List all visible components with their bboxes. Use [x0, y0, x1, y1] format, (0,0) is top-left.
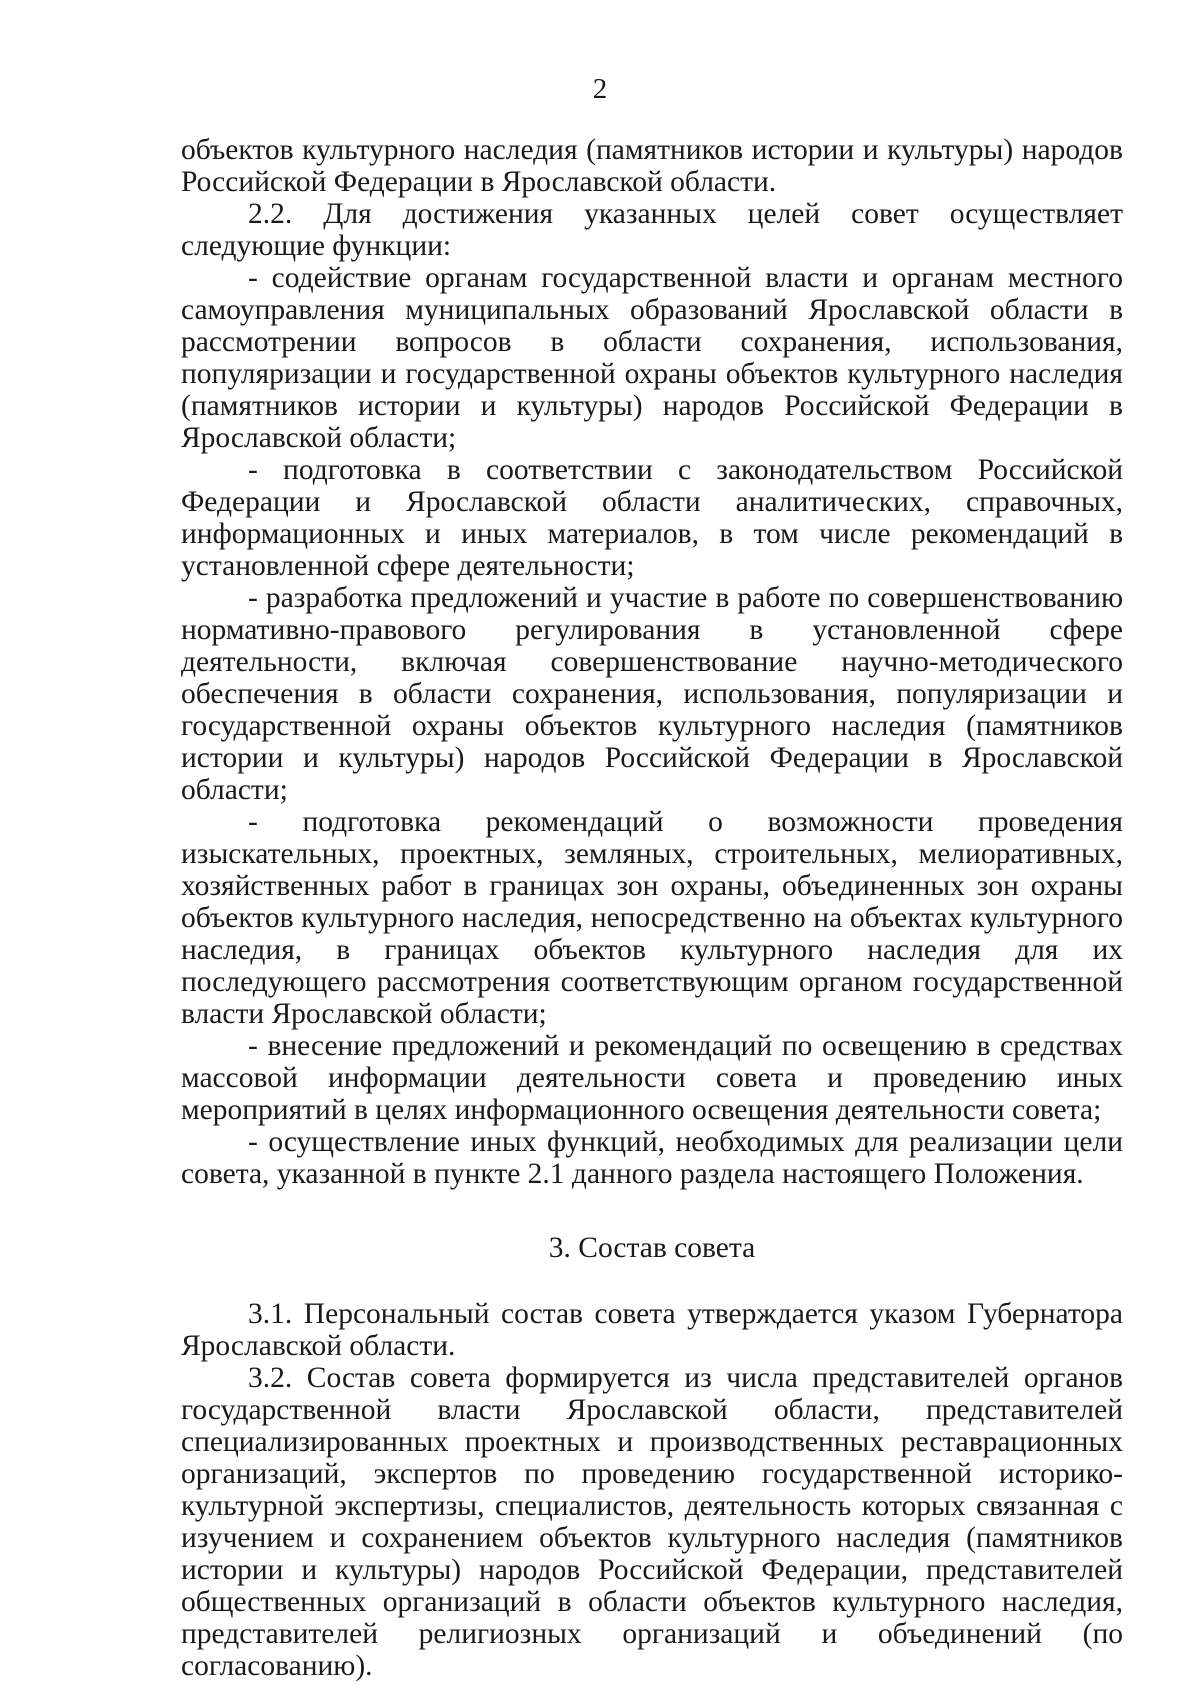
list-item-recommendations: - подготовка рекомендаций о возможности проведения изыскательных, проектных, земляных, строительных, мелиоративных, хозяйственных работ в границах зон охраны, объединенных зон охраны объектов культурного наследия, непосредственно на объектах культурного наследия, в границах объектов культурного наследия для их последующего рассмотрения соответствующим органом государственной власти Ярославской области;: [181, 806, 1123, 1030]
paragraph-3-1: 3.1. Персональный состав совета утверждается указом Губернатора Ярославской области.: [181, 1298, 1123, 1362]
list-item-materials: - подготовка в соответствии с законодательством Российской Федерации и Ярославской области аналитических, справочных, информационных и иных материалов, в том числе рекомендаций в установленной сфере деятельности;: [181, 454, 1123, 582]
page-number: 2: [592, 73, 608, 105]
list-item-media: - внесение предложений и рекомендаций по освещению в средствах массовой информации деятельности совета и проведению иных мероприятий в целях информационного освещения деятельности совета;: [181, 1030, 1123, 1126]
list-item-other-functions: - осуществление иных функций, необходимых для реализации цели совета, указанной в пункте 2.1 данного раздела настоящего Положения.: [181, 1126, 1123, 1190]
document-body: [181, 134, 1123, 1682]
section-heading: 3. Состав совета: [548, 1232, 756, 1264]
paragraph-continuation: объектов культурного наследия (памятников истории и культуры) народов Российской Федерации в Ярославской области.: [181, 134, 1123, 198]
paragraph-3-2: 3.2. Состав совета формируется из числа представителей органов государственной власти Ярославской области, представителей специализированных проектных и производственных реставрационных организаций, экспертов по проведению государственной историко-культурной экспертизы, специалистов, деятельность которых связанная с изучением и сохранением объектов культурного наследия (памятников истории и культуры) народов Российской Федерации, представителей общественных организаций в области объектов культурного наследия, представителей религиозных организаций и объединений (по согласованию).: [181, 1362, 1123, 1682]
list-item-assistance: - содействие органам государственной власти и органам местного самоуправления муниципальных образований Ярославской области в рассмотрении вопросов в области сохранения, использования, популяризации и государственной охраны объектов культурного наследия (памятников истории и культуры) народов Российской Федерации в Ярославской области;: [181, 262, 1123, 454]
list-item-proposals: - разработка предложений и участие в работе по совершенствованию нормативно-правового регулирования в установленной сфере деятельности, включая совершенствование научно-методического обеспечения в области сохранения, использования, популяризации и государственной охраны объектов культурного наследия (памятников истории и культуры) народов Российской Федерации в Ярославской области;: [181, 582, 1123, 806]
paragraph-2-2: 2.2. Для достижения указанных целей совет осуществляет следующие функции:: [181, 198, 1123, 262]
